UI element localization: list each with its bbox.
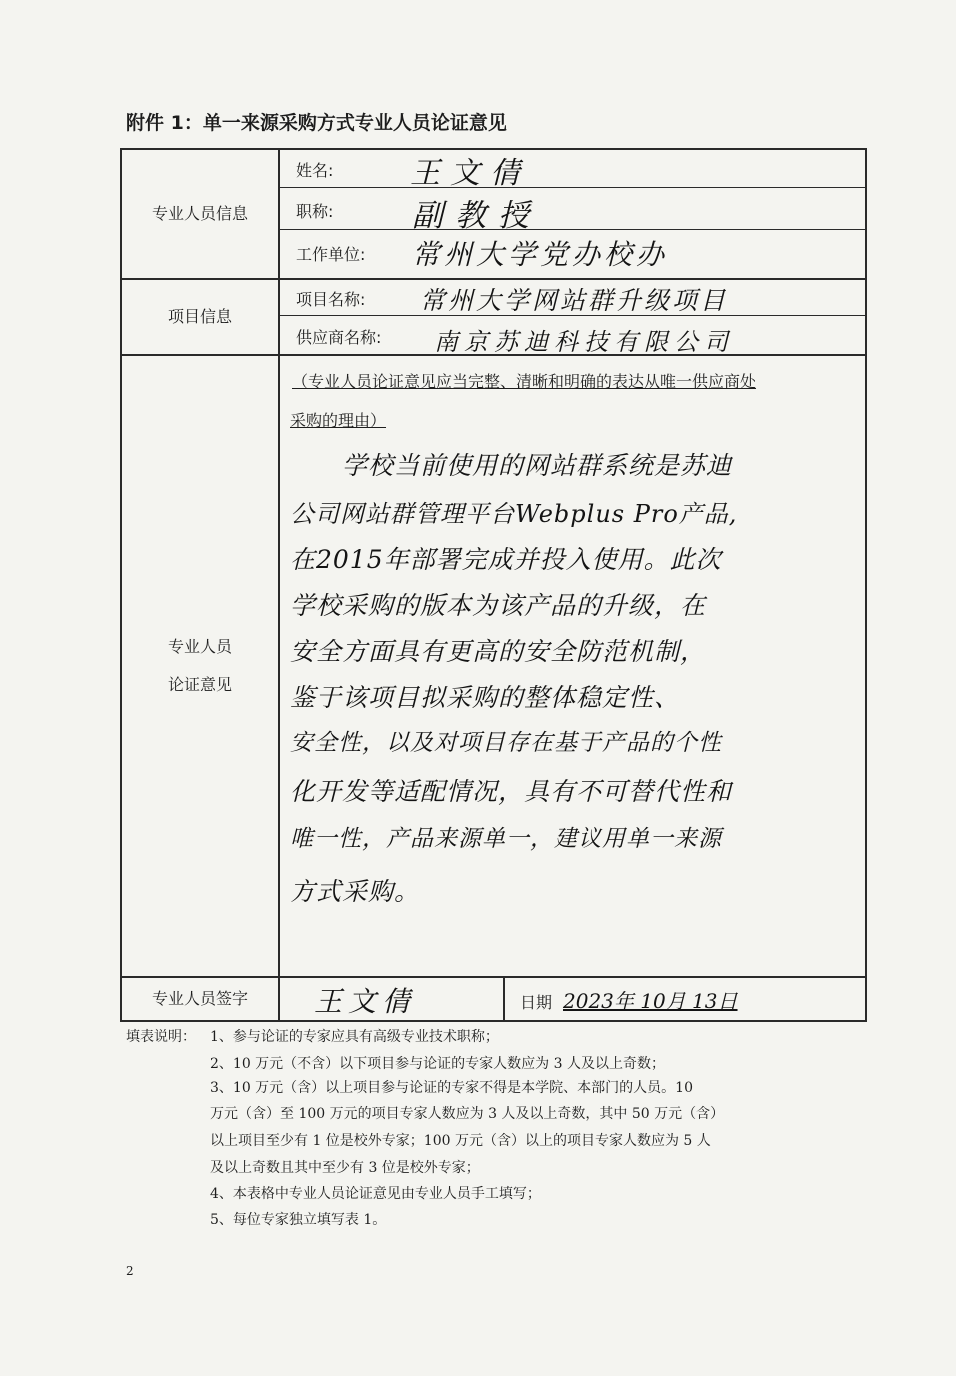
note-item: 2、10 万元（不含）以下项目参与论证的专家人数应为 3 人及以上奇数； <box>210 1056 665 1072</box>
opinion-line: 在2015年部署完成并投入使用。此次 <box>290 545 722 574</box>
date-value: 2023年 10月 13日 <box>563 989 738 1013</box>
opinion-line: 安全性，以及对项目存在基于产品的个性 <box>290 730 722 756</box>
opinion-label <box>122 356 278 976</box>
document-title: 附件 1：单一来源采购方式专业人员论证意见 <box>126 112 507 134</box>
supplier-value: 南京苏迪科技有限公司 <box>434 328 734 356</box>
opinion-line: 鉴于该项目拟采购的整体稳定性、 <box>290 683 681 712</box>
opinion-label-line1: 专业人员 <box>167 637 232 656</box>
project-info-label <box>122 280 278 354</box>
note-item: 1、参与论证的专家应具有高级专业技术职称； <box>210 1029 499 1045</box>
workplace-field-label: 工作单位: <box>296 245 366 264</box>
page-number: 2 <box>126 1264 134 1278</box>
note-item: 万元（含）至 100 万元的项目专家人数应为 3 人及以上奇数，其中 50 万元（含） <box>210 1106 725 1122</box>
signature-label <box>122 978 278 1020</box>
opinion-instruction-line2: 采购的理由） <box>290 411 387 430</box>
title-field-label: 职称: <box>296 202 334 221</box>
signature-label-text: 专业人员签字 <box>151 989 248 1008</box>
opinion-line: 公司网站群管理平台Webplus Pro产品, <box>290 500 738 528</box>
date-label: 日期 <box>520 993 553 1012</box>
opinion-line: 学校当前使用的网站群系统是苏迪 <box>342 451 733 480</box>
note-item: 5、每位专家独立填写表 1。 <box>210 1212 387 1228</box>
note-item: 及以上奇数且其中至少有 3 位是校外专家； <box>210 1160 480 1176</box>
supplier-field-label: 供应商名称: <box>296 328 382 347</box>
opinion-line: 唯一性，产品来源单一，建议用单一来源 <box>290 826 722 852</box>
opinion-line: 化开发等适配情况，具有不可替代性和 <box>290 777 733 806</box>
row-line-title <box>279 229 866 230</box>
table-signature-divider <box>503 977 505 1022</box>
note-item: 4、本表格中专业人员论证意见由专业人员手工填写； <box>210 1186 541 1202</box>
personnel-info-label <box>122 150 278 278</box>
personnel-info-text: 专业人员信息 <box>151 204 248 223</box>
opinion-instruction-line1: （专业人员论证意见应当完整、清晰和明确的表达从唯一供应商处 <box>292 372 757 391</box>
note-item: 3、10 万元（含）以上项目参与论证的专家不得是本学院、本部门的人员。10 <box>210 1080 693 1096</box>
workplace-value: 常州大学党办校办 <box>412 238 669 271</box>
row-line-name <box>279 187 866 188</box>
project-name-field-label: 项目名称: <box>296 290 366 309</box>
signature-value: 王文倩 <box>314 985 417 1018</box>
project-name-value: 常州大学网站群升级项目 <box>420 286 729 315</box>
note-item: 以上项目至少有 1 位是校外专家；100 万元（含）以上的项目专家人数应为 5 人 <box>210 1133 711 1149</box>
name-field-label: 姓名: <box>296 161 334 180</box>
opinion-line: 学校采购的版本为该产品的升级，在 <box>290 591 707 620</box>
opinion-label-line2: 论证意见 <box>167 675 232 694</box>
opinion-line: 安全方面具有更高的安全防范机制， <box>290 637 707 666</box>
name-value: 王文倩 <box>410 156 530 191</box>
notes-prefix: 填表说明： <box>126 1029 196 1045</box>
title-value: 副教授 <box>412 198 541 234</box>
opinion-line: 方式采购。 <box>290 877 421 906</box>
project-info-text: 项目信息 <box>167 307 232 326</box>
table-border-bottom <box>120 1020 867 1022</box>
